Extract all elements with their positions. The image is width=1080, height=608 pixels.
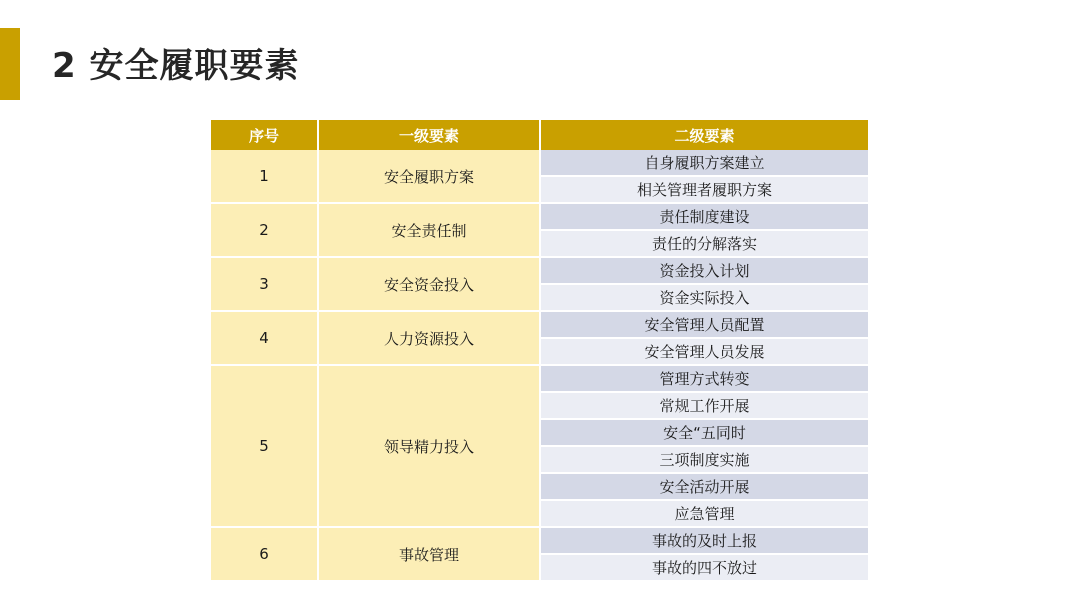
- row-number-cell: 5: [211, 366, 319, 528]
- level2-cell: 安全管理人员发展: [541, 339, 868, 366]
- row-number-cell: 1: [211, 150, 319, 204]
- level2-cell: 应急管理: [541, 501, 868, 528]
- level2-cell: 相关管理者履职方案: [541, 177, 868, 204]
- level1-cell: 领导精力投入: [319, 366, 541, 528]
- level1-cell: 安全资金投入: [319, 258, 541, 312]
- level2-cell: 资金投入计划: [541, 258, 868, 285]
- elements-table: [211, 120, 868, 582]
- row-number-cell: 4: [211, 312, 319, 366]
- page-title: 2 安全履职要素: [52, 46, 300, 86]
- table-row: [211, 528, 868, 555]
- level2-cell: 管理方式转变: [541, 366, 868, 393]
- row-number-cell: 2: [211, 204, 319, 258]
- header-level2: 二级要素: [541, 120, 868, 150]
- level2-cell: 常规工作开展: [541, 393, 868, 420]
- level2-cell: 安全活动开展: [541, 474, 868, 501]
- title-accent-bar: [0, 28, 20, 100]
- table-row: [211, 366, 868, 393]
- level2-cell: 安全管理人员配置: [541, 312, 868, 339]
- row-number-cell: 3: [211, 258, 319, 312]
- level2-cell: 事故的及时上报: [541, 528, 868, 555]
- level2-cell: 自身履职方案建立: [541, 150, 868, 177]
- table-row: [211, 150, 868, 177]
- header-number: 序号: [211, 120, 319, 150]
- row-number-cell: 6: [211, 528, 319, 582]
- level2-cell: 资金实际投入: [541, 285, 868, 312]
- level1-cell: 安全履职方案: [319, 150, 541, 204]
- level1-cell: 人力资源投入: [319, 312, 541, 366]
- table-row: [211, 258, 868, 285]
- header-level1: 一级要素: [319, 120, 541, 150]
- level2-cell: 安全“五同时: [541, 420, 868, 447]
- level1-cell: 安全责任制: [319, 204, 541, 258]
- table-body: [211, 150, 868, 582]
- level2-cell: 事故的四不放过: [541, 555, 868, 582]
- table-row: [211, 204, 868, 231]
- level2-cell: 责任的分解落实: [541, 231, 868, 258]
- level2-cell: 三项制度实施: [541, 447, 868, 474]
- table-header-row: [211, 120, 868, 150]
- level1-cell: 事故管理: [319, 528, 541, 582]
- level2-cell: 责任制度建设: [541, 204, 868, 231]
- table-row: [211, 312, 868, 339]
